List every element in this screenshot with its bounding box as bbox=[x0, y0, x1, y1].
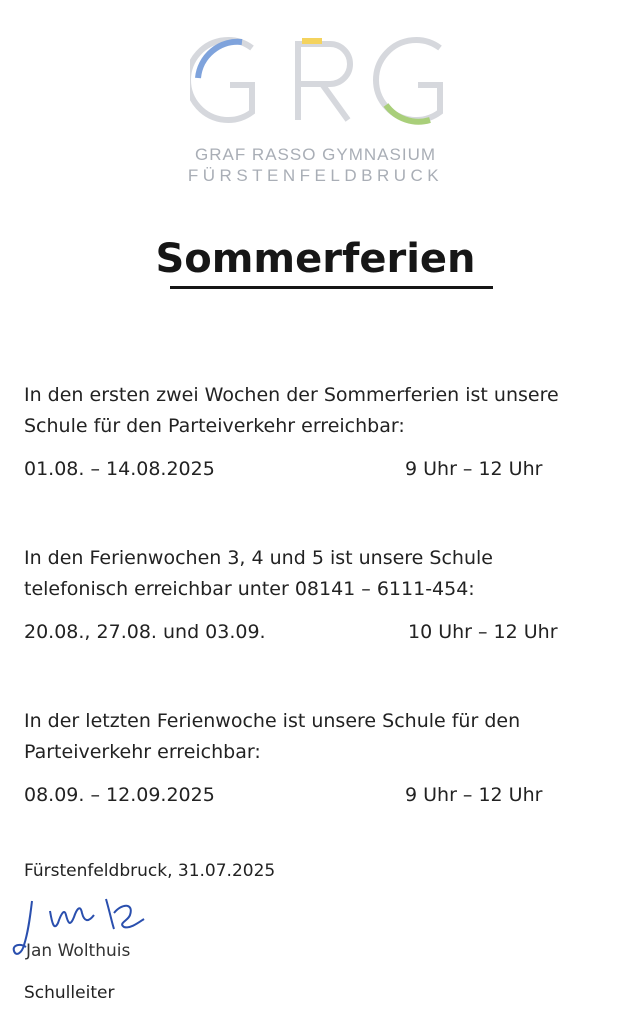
logo-letter-g1 bbox=[190, 40, 252, 120]
section-2-text bbox=[24, 543, 614, 605]
section-1-dates: 01.08. – 14.08.2025 bbox=[24, 458, 215, 480]
logo-letter-r bbox=[298, 44, 350, 120]
section-2-schedule bbox=[24, 621, 614, 643]
section-1-line1: In den ersten zwei Wochen der Sommerferien ist unsere bbox=[24, 384, 559, 406]
section-3-schedule bbox=[24, 784, 614, 806]
section-1-time: 9 Uhr – 12 Uhr bbox=[405, 458, 543, 480]
signer-name: Jan Wolthuis bbox=[26, 941, 131, 961]
section-3-dates: 08.09. – 12.09.2025 bbox=[24, 784, 215, 806]
signer-role: Schulleiter bbox=[24, 983, 115, 1003]
school-name-line1: GRAF RASSO GYMNASIUM bbox=[194, 145, 437, 164]
section-2-time: 10 Uhr – 12 Uhr bbox=[408, 621, 558, 643]
section-3-time: 9 Uhr – 12 Uhr bbox=[405, 784, 543, 806]
section-2-line1: In den Ferienwochen 3, 4 und 5 ist unsere Schule bbox=[24, 547, 493, 569]
place-date: Fürstenfeldbruck, 31.07.2025 bbox=[24, 861, 276, 881]
section-2-dates: 20.08., 27.08. und 03.09. bbox=[24, 621, 266, 643]
logo-accent-yellow bbox=[302, 38, 322, 44]
section-3-line1: In der letzten Ferienwoche ist unsere Schule für den bbox=[24, 710, 521, 732]
grg-logo bbox=[190, 30, 465, 130]
logo-accent-green bbox=[386, 105, 430, 122]
title-underline bbox=[170, 286, 493, 289]
section-1-line2: Schule für den Parteiverkehr erreichbar: bbox=[24, 415, 405, 437]
section-3-line2: Parteiverkehr erreichbar: bbox=[24, 741, 261, 763]
section-3-text bbox=[24, 706, 614, 768]
section-1-schedule bbox=[24, 458, 614, 480]
section-2-line2: telefonisch erreichbar unter 08141 – 6111-454: bbox=[24, 578, 475, 600]
page-title: Sommerferien bbox=[155, 236, 476, 282]
section-1-text bbox=[24, 380, 614, 442]
school-name-line2: FÜRSTENFELDBRUCK bbox=[187, 166, 444, 185]
